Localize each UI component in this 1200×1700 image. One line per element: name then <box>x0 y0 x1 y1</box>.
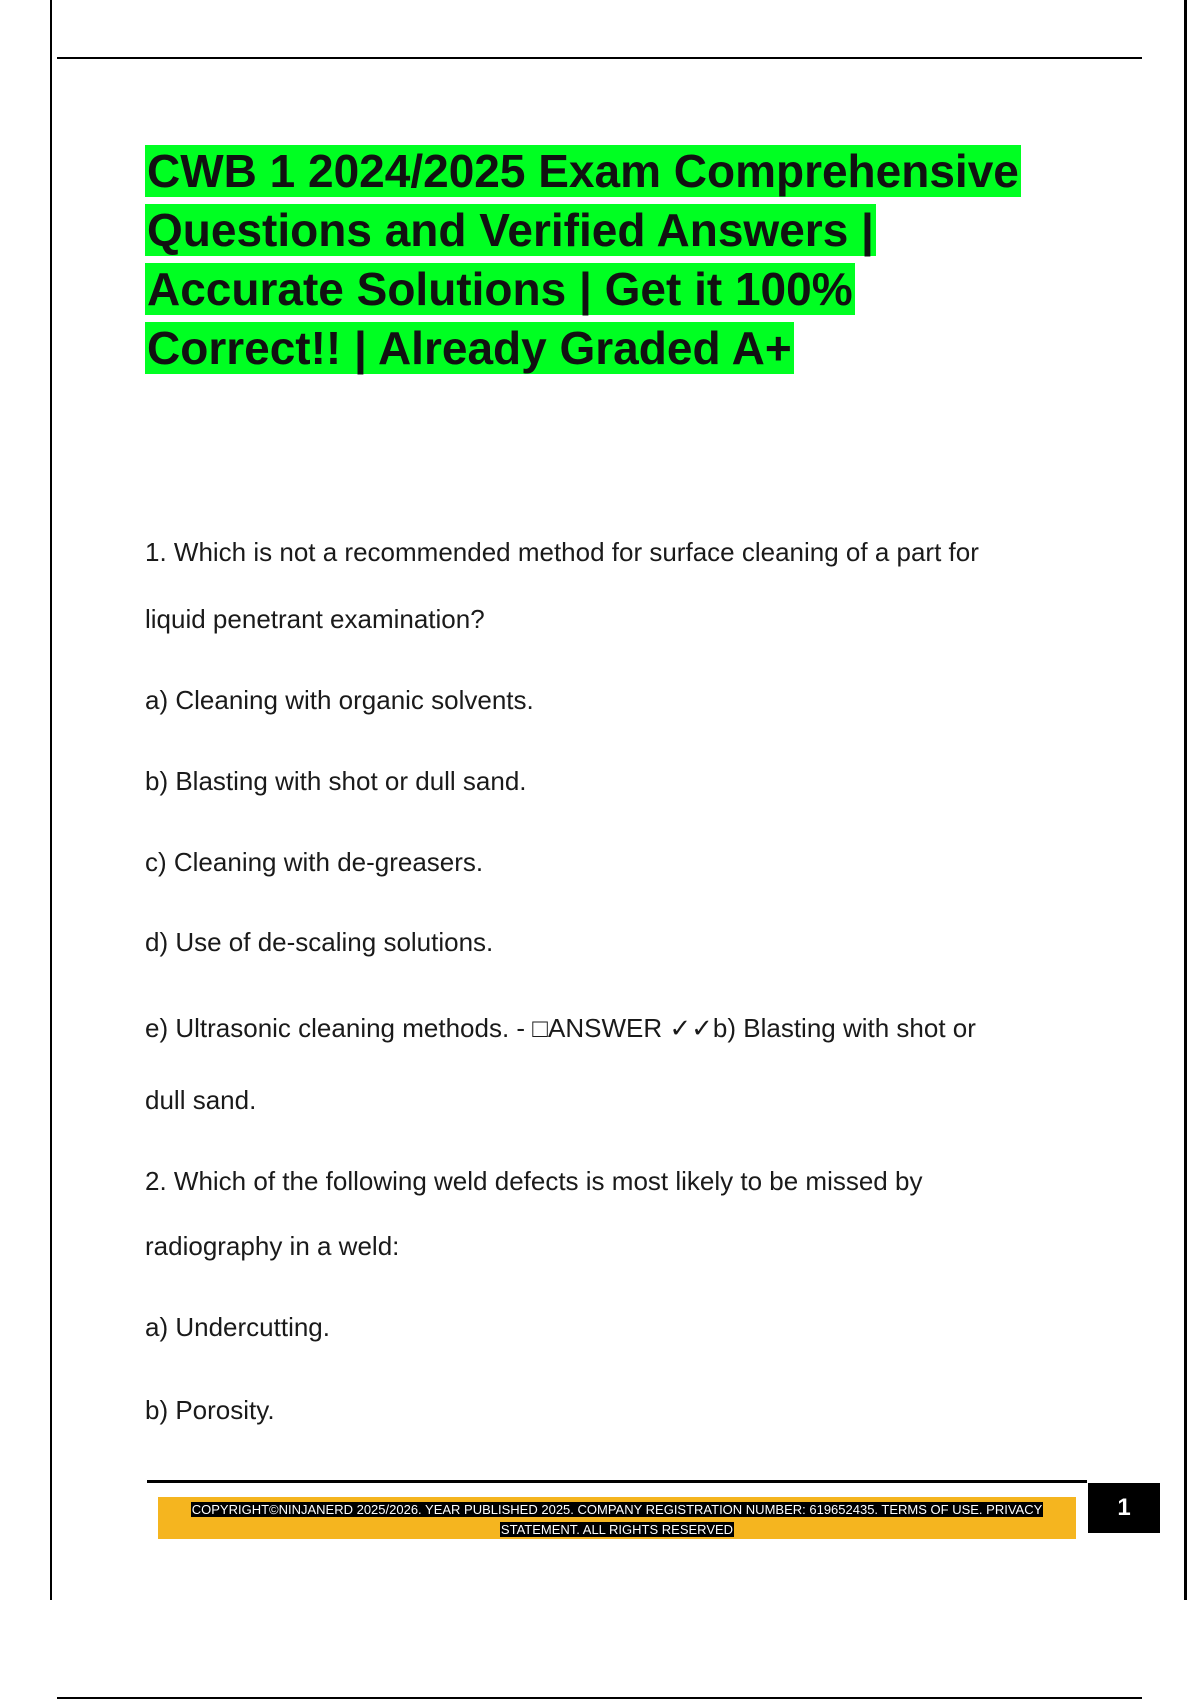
question-1-text-line-1: 1. Which is not a recommended method for surface cleaning of a part for <box>145 537 979 567</box>
bottom-rule <box>57 1697 1142 1699</box>
footer-copyright-line-2: STATEMENT. ALL RIGHTS RESERVED <box>500 1522 734 1537</box>
question-2-option-b: b) Porosity. <box>145 1395 275 1425</box>
page-border-right <box>1184 0 1187 1600</box>
page-number: 1 <box>1088 1483 1160 1533</box>
question-2-text-line-1: 2. Which of the following weld defects is most likely to be missed by <box>145 1166 923 1196</box>
question-1-option-a: a) Cleaning with organic solvents. <box>145 685 534 715</box>
title-line-3: Accurate Solutions | Get it 100% <box>147 263 853 315</box>
question-1-text-line-2: liquid penetrant examination? <box>145 604 485 634</box>
question-1-answer-continued: dull sand. <box>145 1085 257 1115</box>
title-line-2: Questions and Verified Answers | <box>147 204 874 256</box>
question-1-option-d: d) Use of de-scaling solutions. <box>145 927 494 957</box>
document-title <box>145 142 1065 378</box>
footer-copyright-line-1: COPYRIGHT©NINJANERD 2025/2026. YEAR PUBLISHED 2025. COMPANY REGISTRATION NUMBER: 619652435. TERMS OF USE. PRIVACY <box>191 1502 1043 1517</box>
question-2-text-line-2: radiography in a weld: <box>145 1231 400 1261</box>
header-rule <box>57 57 1142 59</box>
footer-rule <box>147 1480 1087 1483</box>
question-2-option-a: a) Undercutting. <box>145 1312 330 1342</box>
question-1-option-b: b) Blasting with shot or dull sand. <box>145 766 527 796</box>
page-border-left <box>50 0 52 1600</box>
footer-copyright <box>158 1500 1076 1540</box>
title-line-1: CWB 1 2024/2025 Exam Comprehensive <box>147 145 1019 197</box>
title-line-4: Correct!! | Already Graded A+ <box>147 322 792 374</box>
question-1-option-c: c) Cleaning with de-greasers. <box>145 847 484 877</box>
question-1-option-e-answer: e) Ultrasonic cleaning methods. - □ANSWER ✓✓b) Blasting with shot or <box>145 1013 976 1043</box>
